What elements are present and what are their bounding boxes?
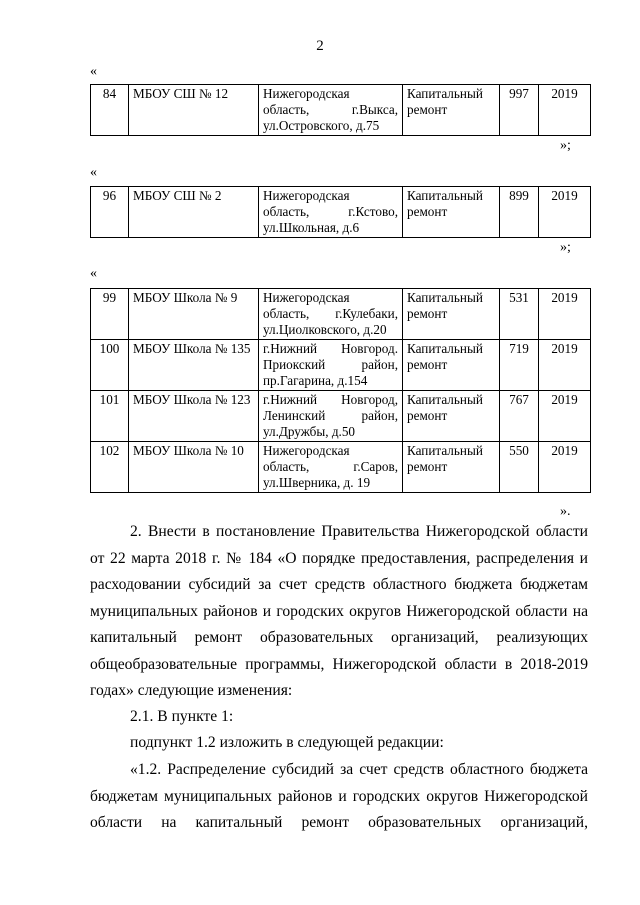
paragraph-2-1: 2.1. В пункте 1: (130, 708, 234, 725)
school-address: г.Нижний Новгород. Приокский район, пр.Гагарина, д.154 (259, 340, 403, 391)
quote-open: « (90, 64, 97, 79)
row-number: 100 (91, 340, 129, 391)
school-address: Нижегородская область, г.Кулебаки, ул.Циолковского, д.20 (259, 289, 403, 340)
table-row (91, 442, 591, 493)
school-table-2 (90, 186, 591, 238)
repair-type: Капитальный ремонт (403, 442, 500, 493)
row-number: 102 (91, 442, 129, 493)
cost-value: 719 (500, 340, 539, 391)
paragraph-2: 2. Внести в постановление Правительства Нижегородской области от 22 марта 2018 г. № 184 «О порядке предоставления, распределения и расходовании субсидий за счет средств областного бюджета бюджетам муниципальных районов и городских округов Нижегородской области на капитальный ремонт образовательных организаций, реализующих общеобразовательные программы, Нижегородской области в 2018-2019 годах» следующие изменения: (90, 523, 588, 699)
school-name: МБОУ Школа № 9 (129, 289, 259, 340)
repair-type: Капитальный ремонт (403, 289, 500, 340)
school-address: Нижегородская область, г.Выкса, ул.Островского, д.75 (259, 85, 403, 136)
school-name: МБОУ СШ № 2 (129, 187, 259, 238)
quote-close: »; (560, 138, 571, 153)
school-address: г.Нижний Новгород, Ленинский район, ул.Дружбы, д.50 (259, 391, 403, 442)
cost-value: 550 (500, 442, 539, 493)
row-number: 99 (91, 289, 129, 340)
table-row (91, 85, 591, 136)
quote-close: »; (560, 240, 571, 255)
table-row (91, 340, 591, 391)
paragraph-1-2: «1.2. Распределение субсидий за счет средств областного бюджета бюджетам муниципальных районов и городских округов Нижегородской области на капитальный ремонт образовательных организаций, (90, 761, 588, 831)
page-number: 2 (316, 38, 324, 54)
school-name: МБОУ Школа № 10 (129, 442, 259, 493)
table-row (91, 391, 591, 442)
school-name: МБОУ Школа № 135 (129, 340, 259, 391)
year-value: 2019 (539, 289, 591, 340)
year-value: 2019 (539, 187, 591, 238)
row-number: 101 (91, 391, 129, 442)
cost-value: 997 (500, 85, 539, 136)
year-value: 2019 (539, 85, 591, 136)
school-table-1 (90, 84, 591, 136)
repair-type: Капитальный ремонт (403, 391, 500, 442)
school-address: Нижегородская область, г.Саров, ул.Шверника, д. 19 (259, 442, 403, 493)
year-value: 2019 (539, 442, 591, 493)
school-address: Нижегородская область, г.Кстово, ул.Школьная, д.6 (259, 187, 403, 238)
cost-value: 767 (500, 391, 539, 442)
school-name: МБОУ Школа № 123 (129, 391, 259, 442)
cost-value: 531 (500, 289, 539, 340)
table-row (91, 289, 591, 340)
row-number: 96 (91, 187, 129, 238)
quote-open: « (90, 266, 97, 281)
table-row (91, 187, 591, 238)
repair-type: Капитальный ремонт (403, 187, 500, 238)
year-value: 2019 (539, 391, 591, 442)
quote-open: « (90, 165, 97, 180)
row-number: 84 (91, 85, 129, 136)
school-name: МБОУ СШ № 12 (129, 85, 259, 136)
school-table-3 (90, 288, 591, 493)
cost-value: 899 (500, 187, 539, 238)
quote-close: ». (560, 504, 571, 519)
paragraph-subpoint: подпункт 1.2 изложить в следующей редакции: (130, 734, 444, 751)
year-value: 2019 (539, 340, 591, 391)
repair-type: Капитальный ремонт (403, 85, 500, 136)
repair-type: Капитальный ремонт (403, 340, 500, 391)
